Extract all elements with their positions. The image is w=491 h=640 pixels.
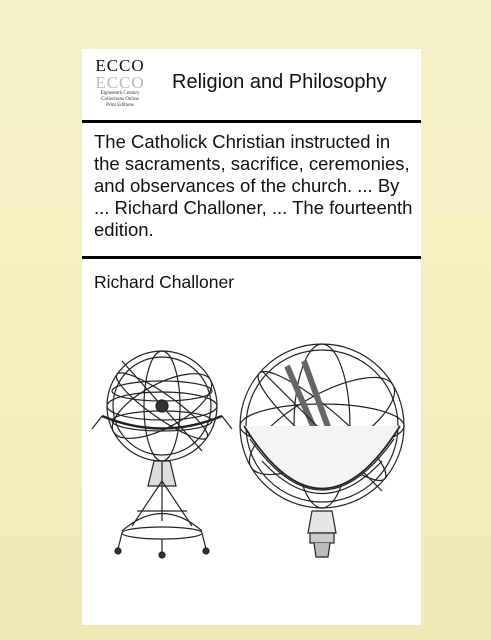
logo-line-1: Eighteenth Century	[100, 91, 140, 96]
armillary-sphere-in-hemisphere-icon	[236, 344, 408, 557]
ecco-logo	[90, 55, 150, 115]
cover-illustration	[82, 321, 421, 621]
divider-top	[82, 120, 421, 123]
logo-line-2: Collections Online	[101, 97, 139, 102]
logo-line-3: Print Editions	[106, 103, 134, 108]
logo-mark: ECCO	[95, 56, 145, 75]
logo-mark-reflection: ECCO	[95, 73, 145, 92]
book-title: The Catholick Christian instructed in the sacraments, sacrifice, ceremonies, and observances of the church. ... By ... Richard Challoner, ... The fourteenth edition.	[94, 131, 413, 240]
cover-panel	[82, 49, 421, 625]
cover-header	[82, 49, 421, 121]
category-label: Religion and Philosophy	[172, 71, 387, 93]
divider-middle	[82, 256, 421, 259]
armillary-sphere-on-stand-icon	[92, 351, 232, 558]
book-author: Richard Challoner	[94, 272, 235, 292]
